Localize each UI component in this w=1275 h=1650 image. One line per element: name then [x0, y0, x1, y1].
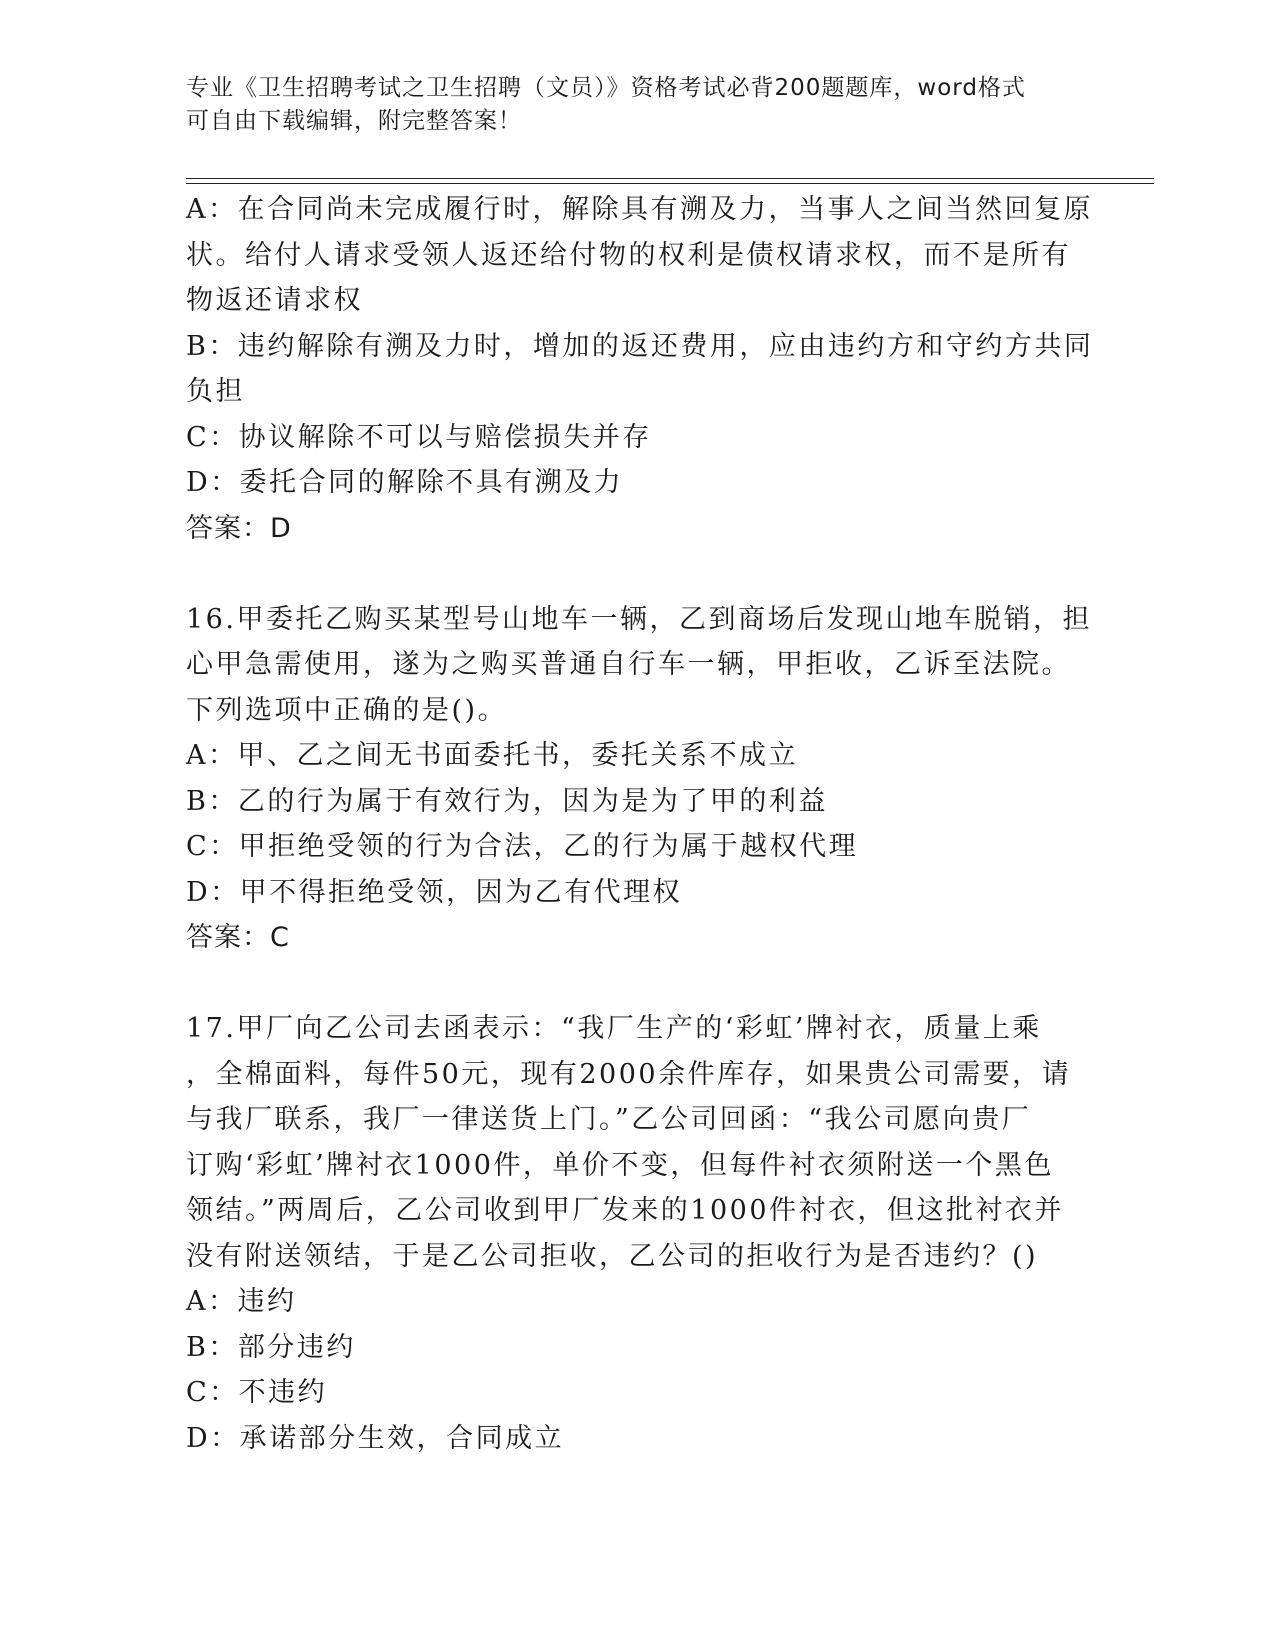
question-stem-line-1: 17.甲厂向乙公司去函表示：“我厂生产的‘彩虹’牌衬衣，质量上乘	[186, 1013, 1042, 1044]
option-b-line-1: B：违约解除有溯及力时，增加的返还费用，应由违约方和守约方共同	[186, 330, 1094, 362]
option-b: B：部分违约	[186, 1331, 356, 1363]
question-spacer	[186, 551, 1086, 597]
answer-label: 答案：C	[186, 922, 290, 953]
option-d: D：甲不得拒绝受领，因为乙有代理权	[186, 876, 683, 908]
option-a-line-3: 物返还请求权	[186, 285, 363, 316]
option-a-line-1: A：在合同尚未完成履行时，解除具有溯及力，当事人之间当然回复原	[186, 194, 1093, 225]
option-c: C：协议解除不可以与赔偿损失并存	[186, 421, 652, 453]
option-a-line-2: 状。给付人请求受领人返还给付物的权利是债权请求权，而不是所有	[186, 239, 1071, 271]
question-stem-line-2: ，全棉面料，每件50元，现有2000余件库存，如果贵公司需要，请	[186, 1058, 1072, 1090]
question-17	[186, 1006, 1086, 1461]
question-16	[186, 597, 1092, 961]
question-stem-line-2: 心甲急需使用，遂为之购买普通自行车一辆，甲拒收，乙诉至法院。	[186, 649, 1071, 680]
option-b: B：乙的行为属于有效行为，因为是为了甲的利益	[186, 785, 828, 817]
question-stem-line-6: 没有附送领结，于是乙公司拒收，乙公司的拒收行为是否违约？()	[186, 1240, 1039, 1272]
question-stem-line-5: 领结。”两周后，乙公司收到甲厂发来的1000件衬衣，但这批衬衣并	[186, 1195, 1065, 1226]
header-divider-bottom	[186, 183, 1154, 184]
option-c: C：不违约	[186, 1377, 328, 1408]
option-b	[186, 324, 1094, 415]
option-d: D：承诺部分生效，合同成立	[186, 1422, 565, 1454]
document-body	[186, 187, 1094, 1461]
question-spacer	[186, 961, 1086, 1007]
option-a: A：违约	[186, 1286, 297, 1317]
document-header	[186, 72, 1076, 138]
option-b-line-2: 负担	[186, 376, 245, 407]
header-line-2: 可自由下载编辑，附完整答案！	[186, 108, 522, 134]
question-stem-line-4: 订购‘彩虹’牌衬衣1000件，单价不变，但每件衬衣须附送一个黑色	[186, 1149, 1054, 1181]
option-c: C：甲拒绝受领的行为合法，乙的行为属于越权代理	[186, 831, 859, 862]
question-stem-line-3: 与我厂联系，我厂一律送货上门。”乙公司回函：“我公司愿向贵厂	[186, 1104, 1032, 1135]
question-15-options	[186, 187, 1094, 551]
option-a: A：甲、乙之间无书面委托书，委托关系不成立	[186, 740, 798, 771]
header-divider-top	[186, 178, 1154, 179]
question-stem-line-1: 16.甲委托乙购买某型号山地车一辆，乙到商场后发现山地车脱销，担	[186, 603, 1092, 635]
header-line-1: 专业《卫生招聘考试之卫生招聘（文员）》资格考试必背200题题库，word格式	[186, 75, 1026, 101]
answer-label: 答案：D	[186, 512, 292, 544]
option-d: D：委托合同的解除不具有溯及力	[186, 467, 624, 498]
question-stem-line-3: 下列选项中正确的是()。	[186, 694, 508, 726]
option-a	[186, 187, 1093, 324]
